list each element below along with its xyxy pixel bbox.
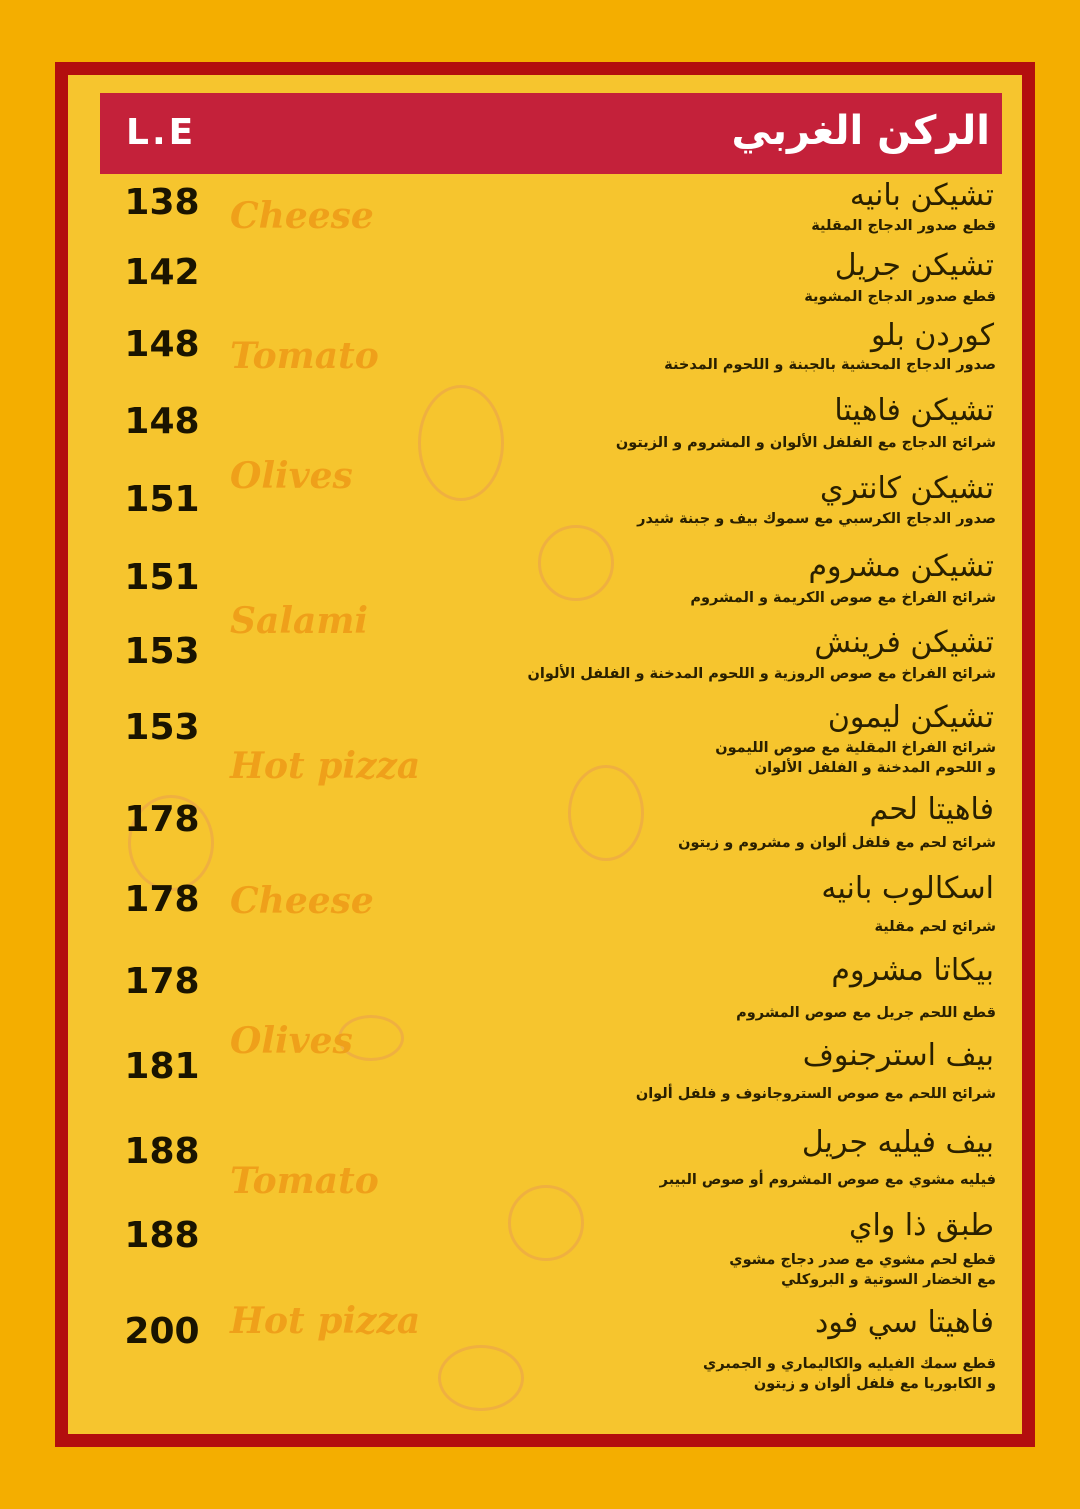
item-description [678,833,996,853]
item-name: تشيكن بانيه [849,178,994,213]
item-description-line: شرائح الفراخ مع صوص الروزية و اللحوم المدخنة و الفلفل الألوان [527,666,996,682]
item-description [715,738,996,778]
item-description [736,1003,996,1023]
item-description-line: شرائح لحم مقلية [874,919,996,935]
item-description-line: صدور الدجاج المحشية بالجبنة و اللحوم المدخنة [664,357,996,373]
item-description [616,433,996,453]
bg-word: Tomato [230,1160,379,1202]
item-description [804,287,996,307]
bg-word: Tomato [230,335,379,377]
item-name: طبق ذا واي [848,1208,994,1243]
item-name: تشيكن ليمون [827,700,994,735]
item-description-line: قطع اللحم جريل مع صوص المشروم [736,1005,996,1021]
bg-word: Salami [230,600,369,642]
salami-doodle-icon [338,1015,404,1061]
item-description [660,1170,996,1190]
bg-word: Olives [230,455,353,497]
item-name: تشيكن فاهيتا [834,393,994,428]
item-description [637,509,996,529]
item-description-line: شرائح الفراخ المقلية مع صوص الليمون [715,740,996,756]
item-description-line: قطع صدور الدجاج المقلية [811,218,996,234]
item-name: بيف فيليه جريل [801,1125,994,1160]
item-description [874,917,996,937]
onion-doodle-icon [568,765,644,861]
item-price: 151 [124,479,200,520]
item-description [690,588,996,608]
bg-word: Cheese [230,880,374,922]
item-name: تشيكن مشروم [808,549,994,584]
item-description-line: و الكابوريا مع فلفل ألوان و زيتون [753,1376,996,1392]
item-description-line: شرائح الفراخ مع صوص الكريمة و المشروم [690,590,996,606]
item-price: 138 [124,182,200,223]
pineapple-doodle-icon [538,525,614,601]
item-price: 178 [124,799,200,840]
item-price: 188 [124,1215,200,1256]
bg-word: Hot pizza [230,745,421,787]
item-name: بيكاتا مشروم [831,953,994,988]
item-description [528,664,996,684]
currency-label: L.E [126,112,197,153]
bg-word: Cheese [230,195,374,237]
section-header [100,93,1002,174]
item-description-line: و اللحوم المدخنة و الفلفل الألوان [754,760,996,776]
item-name: فاهيتا سي فود [815,1305,994,1340]
item-price: 188 [124,1131,200,1172]
item-name: اسكالوب بانيه [821,871,994,906]
item-name: كوردن بلو [871,318,994,353]
item-description [636,1084,996,1104]
item-price: 153 [124,631,200,672]
item-price: 178 [124,961,200,1002]
item-description [703,1354,996,1394]
item-description-line: مع الخضار السوتية و البروكلي [781,1272,996,1288]
item-description-line: شرائح الدجاج مع الفلفل الألوان و المشروم و الزيتون [615,435,996,451]
item-name: فاهيتا لحم [869,792,994,827]
item-name: تشيكن كانتري [820,471,994,506]
bg-word: Hot pizza [230,1300,421,1342]
item-description [811,216,996,236]
item-price: 178 [124,879,200,920]
item-price: 142 [124,252,200,293]
item-name: تشيكن فرينش [814,625,994,660]
item-description-line: فيليه مشوي مع صوص المشروم أو صوص البيبر [659,1172,996,1188]
item-description [664,355,996,375]
item-description-line: شرائح لحم مع فلفل ألوان و مشروم و زيتون [678,835,996,851]
item-price: 148 [124,324,200,365]
item-description-line: شرائح اللحم مع صوص الستروجانوف و فلفل ألوان [635,1086,996,1102]
item-description-line: قطع لحم مشوي مع صدر دجاج مشوي [729,1252,996,1268]
item-description [729,1250,996,1290]
item-description-line: صدور الدجاج الكرسبي مع سموك بيف و جبنة شيدر [637,511,996,527]
item-description-line: قطع سمك الفيليه والكاليماري و الجمبري [703,1356,996,1372]
item-price: 151 [124,557,200,598]
item-price: 200 [124,1311,200,1352]
item-price: 148 [124,401,200,442]
item-name: تشيكن جريل [834,248,994,283]
bg-word: Olives [230,1020,353,1062]
item-name: بيف استرجنوف [802,1038,994,1073]
pineapple-doodle-icon [508,1185,584,1261]
item-description-line: قطع صدور الدجاج المشوية [804,289,996,305]
onion-doodle-icon [418,385,504,501]
section-title: الركن الغربي [731,108,990,154]
onion-doodle-icon [438,1345,524,1411]
item-price: 181 [124,1046,200,1087]
item-price: 153 [124,707,200,748]
